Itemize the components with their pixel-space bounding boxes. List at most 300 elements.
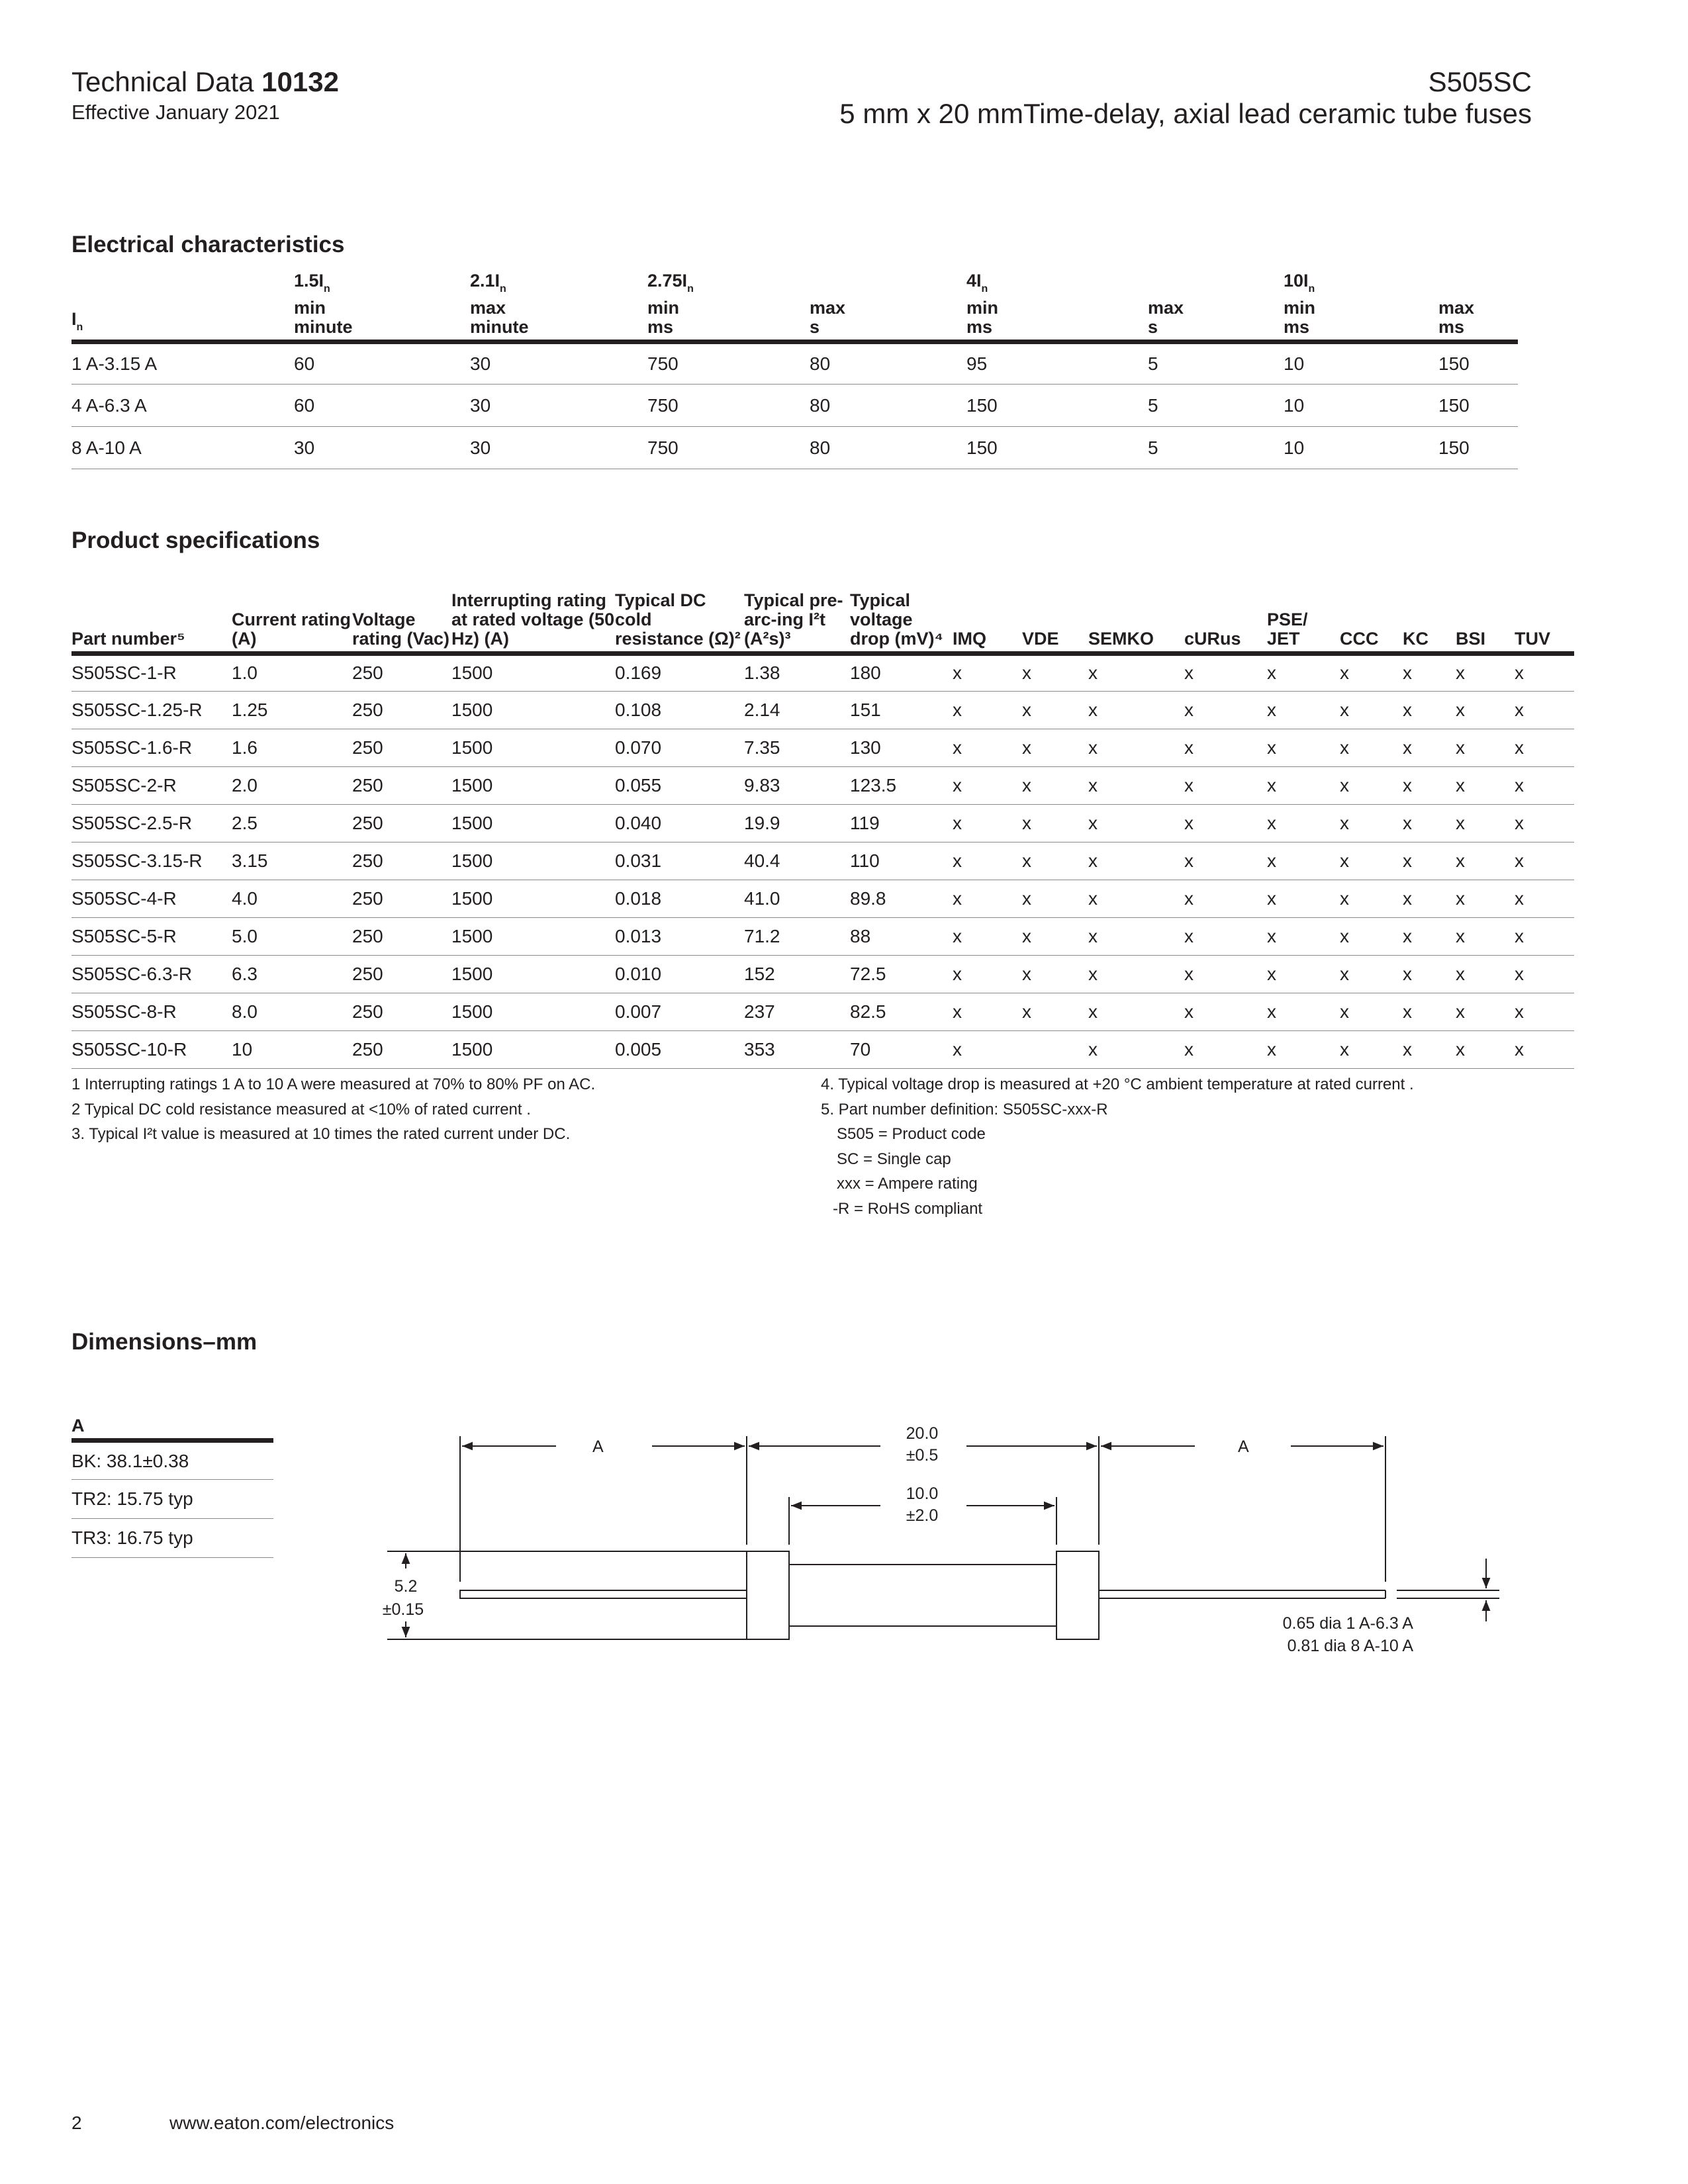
spec-cell: x (1515, 917, 1574, 955)
spec-cell: S505SC-8-R (71, 993, 232, 1030)
elec-cell: 5 (1148, 427, 1284, 469)
fuse-dimension-drawing (0, 1357, 1688, 1688)
table-row (71, 993, 1574, 1030)
elec-header-line2: max (1148, 298, 1184, 318)
spec-cell: x (1022, 955, 1088, 993)
spec-cell: x (1340, 1030, 1403, 1068)
spec-cell: x (1456, 653, 1515, 691)
elec-cell: 5 (1148, 385, 1284, 427)
spec-cell: x (1515, 955, 1574, 993)
elec-header-multiple: 1.5I (294, 271, 324, 291)
label-a-left: A (592, 1437, 604, 1456)
elec-cell: 150 (1438, 385, 1518, 427)
product-title (839, 98, 1532, 130)
label-body-tolerance: ±0.5 (906, 1446, 939, 1465)
label-body-length: 20.0 (906, 1424, 939, 1443)
elec-header-line1 (470, 271, 647, 298)
spec-cell: x (1403, 993, 1456, 1030)
spec-cell: x (1088, 842, 1184, 880)
elec-header-line1 (1148, 279, 1284, 298)
spec-cell: 250 (352, 1030, 451, 1068)
spec-cell: x (1515, 729, 1574, 766)
elec-header-multiple: 4I (966, 271, 982, 291)
spec-cell: 0.040 (615, 804, 744, 842)
spec-cell: 1500 (451, 993, 615, 1030)
spec-cell: x (1456, 917, 1515, 955)
spec-cell: x (1403, 653, 1456, 691)
spec-cell: 82.5 (850, 993, 953, 1030)
spec-cell: x (1403, 842, 1456, 880)
spec-cell: S505SC-1.6-R (71, 729, 232, 766)
spec-cell: 2.5 (232, 804, 352, 842)
elec-header-line3: ms (647, 317, 674, 337)
spec-cell: x (1088, 766, 1184, 804)
elec-cell: 30 (470, 427, 647, 469)
footnote: xxx = Ampere rating (837, 1175, 978, 1193)
elec-header-sub: n (981, 283, 988, 295)
elec-header-multiple: 10I (1284, 271, 1309, 291)
table-row (71, 804, 1574, 842)
elec-header-multiple: 2.75I (647, 271, 688, 291)
spec-header-2: Voltage rating (Vac) (352, 567, 451, 653)
elec-header-line2: max (1438, 298, 1475, 318)
spec-cell: S505SC-1-R (71, 653, 232, 691)
table-row (71, 691, 1574, 729)
spec-cell: x (1184, 955, 1267, 993)
table-row (71, 766, 1574, 804)
spec-cell: x (1340, 653, 1403, 691)
product-specifications-table (71, 567, 1574, 1069)
spec-cell: 250 (352, 993, 451, 1030)
spec-cell: 0.031 (615, 842, 744, 880)
footnote: -R = RoHS compliant (833, 1199, 983, 1218)
spec-cell: 0.018 (615, 880, 744, 917)
footnote: 2 Typical DC cold resistance measured at <10% of rated current . (71, 1100, 531, 1118)
spec-cell: x (1022, 842, 1088, 880)
elec-header-line2: min (647, 298, 680, 318)
elec-header-0 (71, 271, 294, 342)
elec-cell: 60 (294, 342, 470, 385)
elec-header-line1 (966, 271, 1148, 298)
spec-cell: x (1403, 691, 1456, 729)
effective-date: Effective January 2021 (71, 101, 280, 124)
spec-header-10: cURus (1184, 567, 1267, 653)
spec-cell: x (1184, 1030, 1267, 1068)
elec-cell: 80 (810, 385, 966, 427)
elec-header-1 (294, 271, 470, 342)
spec-cell: x (1184, 804, 1267, 842)
page-number: 2 (71, 2113, 82, 2133)
spec-cell: 151 (850, 691, 953, 729)
fuse-lead-left (460, 1590, 747, 1598)
spec-cell: 250 (352, 691, 451, 729)
spec-cell: x (953, 766, 1022, 804)
spec-cell: x (1184, 729, 1267, 766)
spec-cell: x (1340, 804, 1403, 842)
dimension-value: BK: 38.1±0.38 (71, 1441, 273, 1480)
spec-cell: 8.0 (232, 993, 352, 1030)
table-row (71, 653, 1574, 691)
dimension-value: TR2: 15.75 typ (71, 1480, 273, 1519)
elec-header-line2: max (470, 298, 506, 318)
spec-cell: x (1022, 766, 1088, 804)
spec-header-14: BSI (1456, 567, 1515, 653)
elec-cell: 10 (1284, 342, 1438, 385)
product-specifications-title: Product specifications (71, 527, 320, 553)
spec-cell: x (1340, 729, 1403, 766)
spec-cell: 250 (352, 766, 451, 804)
spec-cell: x (1267, 691, 1340, 729)
elec-header-2 (470, 271, 647, 342)
footer-url[interactable]: www.eaton.com/electronics (169, 2113, 395, 2133)
elec-header-line1 (810, 279, 966, 298)
spec-cell: 119 (850, 804, 953, 842)
spec-cell: x (1184, 842, 1267, 880)
spec-cell: x (1267, 1030, 1340, 1068)
elec-cell: 750 (647, 427, 810, 469)
spec-cell: x (953, 804, 1022, 842)
spec-cell: x (1088, 691, 1184, 729)
table-row (71, 880, 1574, 917)
elec-cell: 150 (1438, 342, 1518, 385)
spec-cell: 1500 (451, 880, 615, 917)
table-row (71, 385, 1518, 427)
spec-cell: x (1340, 880, 1403, 917)
spec-cell: 88 (850, 917, 953, 955)
spec-cell: x (953, 1030, 1022, 1068)
spec-cell: 0.013 (615, 917, 744, 955)
table-row (71, 1030, 1574, 1068)
elec-cell: 80 (810, 342, 966, 385)
elec-header-line3: ms (1438, 317, 1465, 337)
elec-cell: 150 (966, 385, 1148, 427)
dimensions-header-a: A (71, 1416, 273, 1441)
spec-cell: 1500 (451, 691, 615, 729)
spec-cell: x (1515, 993, 1574, 1030)
spec-header-1: Current rating (A) (232, 567, 352, 653)
elec-header-line3: s (1148, 317, 1158, 337)
table-row (71, 342, 1518, 385)
spec-cell: x (1022, 917, 1088, 955)
spec-header-0: Part number⁵ (71, 567, 232, 653)
spec-cell: 2.14 (744, 691, 850, 729)
spec-cell: x (953, 917, 1022, 955)
dimensions-title: Dimensions–mm (71, 1329, 258, 1355)
spec-cell: x (1088, 917, 1184, 955)
elec-cell: 150 (1438, 427, 1518, 469)
spec-cell: x (1456, 842, 1515, 880)
spec-cell: 40.4 (744, 842, 850, 880)
spec-cell: 71.2 (744, 917, 850, 955)
spec-cell: 250 (352, 955, 451, 993)
spec-cell: x (1340, 917, 1403, 955)
elec-cell: 30 (294, 427, 470, 469)
spec-cell: 0.055 (615, 766, 744, 804)
elec-header-line2: max (810, 298, 846, 318)
spec-cell: x (1456, 804, 1515, 842)
elec-header-line3: ms (966, 317, 993, 337)
spec-cell: 2.0 (232, 766, 352, 804)
dimension-value: TR3: 16.75 typ (71, 1519, 273, 1558)
spec-cell: 1500 (451, 1030, 615, 1068)
footnote: 1 Interrupting ratings 1 A to 10 A were measured at 70% to 80% PF on AC. (71, 1075, 596, 1093)
spec-cell: 237 (744, 993, 850, 1030)
spec-header-3: Interrupting rating at rated voltage (50 Hz) (A) (451, 567, 615, 653)
footnotes-left (71, 1072, 595, 1147)
spec-cell: x (1515, 1030, 1574, 1068)
spec-cell: x (1456, 729, 1515, 766)
spec-cell: x (1515, 804, 1574, 842)
spec-cell: 250 (352, 880, 451, 917)
spec-cell: x (1403, 1030, 1456, 1068)
elec-header-multiple: 2.1I (470, 271, 500, 291)
table-row (71, 955, 1574, 993)
spec-cell: x (1403, 955, 1456, 993)
elec-cell: 30 (470, 385, 647, 427)
spec-cell: 152 (744, 955, 850, 993)
spec-cell: x (1088, 993, 1184, 1030)
spec-cell: S505SC-2-R (71, 766, 232, 804)
spec-cell: x (1267, 766, 1340, 804)
elec-cell: 750 (647, 342, 810, 385)
spec-cell: 72.5 (850, 955, 953, 993)
spec-cell: S505SC-6.3-R (71, 955, 232, 993)
elec-header-line3: minute (294, 317, 353, 337)
elec-header-sub: n (500, 283, 506, 295)
elec-header-sub: n (687, 283, 694, 295)
elec-header-line1 (1284, 271, 1438, 298)
elec-header-line3: minute (470, 317, 529, 337)
spec-cell: 250 (352, 653, 451, 691)
elec-cell: 10 (1284, 427, 1438, 469)
elec-cell: 1 A-3.15 A (71, 342, 294, 385)
table-row (71, 427, 1518, 469)
spec-cell: 0.108 (615, 691, 744, 729)
fuse-tube (789, 1565, 1056, 1626)
spec-cell: x (1267, 842, 1340, 880)
spec-cell: 250 (352, 804, 451, 842)
elec-header-line1 (294, 271, 470, 298)
spec-cell: x (1022, 653, 1088, 691)
elec-header-line1 (1438, 279, 1518, 298)
label-lead-note-1: 0.65 dia 1 A-6.3 A (1282, 1614, 1413, 1633)
spec-cell: 130 (850, 729, 953, 766)
spec-header-4: Typical DC cold resistance (Ω)² (615, 567, 744, 653)
spec-cell: 1.6 (232, 729, 352, 766)
spec-header-15: TUV (1515, 567, 1574, 653)
spec-cell: x (1515, 653, 1574, 691)
spec-cell: x (1340, 766, 1403, 804)
spec-header-7: IMQ (953, 567, 1022, 653)
spec-cell: 1500 (451, 729, 615, 766)
spec-cell: 1500 (451, 917, 615, 955)
spec-cell: x (1088, 804, 1184, 842)
elec-header-in-sub: n (76, 322, 83, 333)
elec-cell: 750 (647, 385, 810, 427)
spec-cell: 1500 (451, 766, 615, 804)
spec-cell: x (1340, 993, 1403, 1030)
spec-cell: x (1088, 880, 1184, 917)
elec-header-in: I (71, 309, 77, 329)
elec-header-line3: ms (1284, 317, 1310, 337)
spec-cell: 123.5 (850, 766, 953, 804)
spec-cell: 5.0 (232, 917, 352, 955)
spec-cell: 1.0 (232, 653, 352, 691)
spec-cell: x (1022, 804, 1088, 842)
spec-cell: x (1515, 880, 1574, 917)
spec-cell: S505SC-4-R (71, 880, 232, 917)
spec-cell: x (1267, 729, 1340, 766)
spec-cell: 250 (352, 729, 451, 766)
spec-cell: x (1515, 691, 1574, 729)
spec-header-9: SEMKO (1088, 567, 1184, 653)
spec-cell: 1500 (451, 653, 615, 691)
spec-cell: 0.005 (615, 1030, 744, 1068)
spec-cell: 19.9 (744, 804, 850, 842)
spec-header-6: Typical voltage drop (mV)⁴ (850, 567, 953, 653)
spec-cell: 250 (352, 917, 451, 955)
spec-cell: x (1267, 993, 1340, 1030)
spec-cell: x (1022, 729, 1088, 766)
elec-cell: 30 (470, 342, 647, 385)
label-a-right: A (1238, 1437, 1249, 1456)
spec-cell: 0.010 (615, 955, 744, 993)
spec-cell: x (1184, 691, 1267, 729)
spec-cell: x (1456, 955, 1515, 993)
spec-cell: 1500 (451, 842, 615, 880)
footnotes-right (821, 1072, 1414, 1221)
spec-cell: x (1403, 729, 1456, 766)
elec-header-line2: min (966, 298, 999, 318)
spec-cell: x (953, 691, 1022, 729)
spec-cell: x (1456, 993, 1515, 1030)
spec-cell: 110 (850, 842, 953, 880)
footnote: 3. Typical I²t value is measured at 10 times the rated current under DC. (71, 1125, 571, 1143)
spec-cell: x (1267, 880, 1340, 917)
footnote: SC = Single cap (837, 1150, 951, 1168)
spec-cell: 9.83 (744, 766, 850, 804)
spec-cell: x (1267, 653, 1340, 691)
spec-cell: 250 (352, 842, 451, 880)
spec-cell: S505SC-3.15-R (71, 842, 232, 880)
spec-cell: x (1403, 804, 1456, 842)
spec-cell: x (1456, 1030, 1515, 1068)
table-row (71, 917, 1574, 955)
elec-header-8 (1438, 271, 1518, 342)
spec-cell: x (1267, 804, 1340, 842)
spec-cell: x (1456, 766, 1515, 804)
elec-cell: 150 (966, 427, 1148, 469)
spec-cell: S505SC-2.5-R (71, 804, 232, 842)
product-title-size: 5 mm x 20 mm (839, 98, 1023, 129)
elec-header-4 (810, 271, 966, 342)
footnote: 4. Typical voltage drop is measured at +20 °C ambient temperature at rated current . (821, 1075, 1414, 1093)
spec-cell: x (1184, 653, 1267, 691)
spec-cell: x (953, 842, 1022, 880)
spec-cell: 353 (744, 1030, 850, 1068)
spec-cell: x (1340, 691, 1403, 729)
fuse-cap-right (1056, 1551, 1099, 1639)
label-lead-note-2: 0.81 dia 8 A-10 A (1287, 1637, 1413, 1655)
spec-cell: S505SC-5-R (71, 917, 232, 955)
spec-header-5: Typical pre-arc-ing I²t (A²s)³ (744, 567, 850, 653)
spec-cell: x (1403, 917, 1456, 955)
elec-cell: 5 (1148, 342, 1284, 385)
table-row (71, 729, 1574, 766)
electrical-characteristics-title: Electrical characteristics (71, 232, 345, 257)
elec-header-3 (647, 271, 810, 342)
spec-cell: 10 (232, 1030, 352, 1068)
spec-cell: x (1340, 842, 1403, 880)
fuse-cap-left (747, 1551, 789, 1639)
spec-cell: x (953, 955, 1022, 993)
footnote: S505 = Product code (837, 1125, 986, 1143)
elec-header-7 (1284, 271, 1438, 342)
spec-cell: 0.007 (615, 993, 744, 1030)
spec-cell: S505SC-10-R (71, 1030, 232, 1068)
spec-cell: 7.35 (744, 729, 850, 766)
spec-cell: x (953, 653, 1022, 691)
spec-header-13: KC (1403, 567, 1456, 653)
spec-cell: x (1088, 1030, 1184, 1068)
elec-header-6 (1148, 271, 1284, 342)
spec-cell: 70 (850, 1030, 953, 1068)
spec-cell: 0.169 (615, 653, 744, 691)
elec-header-sub: n (1308, 283, 1315, 295)
spec-cell: x (1088, 729, 1184, 766)
spec-cell: x (1184, 917, 1267, 955)
spec-header-11: PSE/ JET (1267, 567, 1340, 653)
spec-cell: x (1184, 880, 1267, 917)
spec-cell: x (1515, 842, 1574, 880)
elec-cell: 10 (1284, 385, 1438, 427)
elec-cell: 4 A-6.3 A (71, 385, 294, 427)
spec-header-12: CCC (1340, 567, 1403, 653)
spec-cell: x (1456, 880, 1515, 917)
elec-cell: 8 A-10 A (71, 427, 294, 469)
spec-cell: x (953, 880, 1022, 917)
spec-cell: x (1267, 955, 1340, 993)
elec-cell: 60 (294, 385, 470, 427)
document-type-title (71, 66, 339, 98)
spec-cell: x (1022, 691, 1088, 729)
spec-cell: 0.070 (615, 729, 744, 766)
spec-cell: 41.0 (744, 880, 850, 917)
spec-cell: x (1456, 691, 1515, 729)
elec-header-line1 (647, 271, 810, 298)
elec-cell: 80 (810, 427, 966, 469)
spec-cell: x (1267, 917, 1340, 955)
spec-cell: 89.8 (850, 880, 953, 917)
spec-cell: 180 (850, 653, 953, 691)
spec-cell: 1.25 (232, 691, 352, 729)
label-inner-tolerance: ±2.0 (906, 1506, 939, 1525)
elec-header-sub: n (324, 283, 330, 295)
label-diameter: 5.2 (394, 1577, 418, 1596)
spec-header-8: VDE (1022, 567, 1088, 653)
spec-cell: x (1088, 955, 1184, 993)
product-code: S505SC (1428, 66, 1532, 97)
elec-header-line3: s (810, 317, 820, 337)
spec-cell: x (953, 993, 1022, 1030)
footnote: 5. Part number definition: S505SC-xxx-R (821, 1100, 1108, 1118)
spec-cell: 3.15 (232, 842, 352, 880)
spec-cell: x (1184, 993, 1267, 1030)
spec-cell: 6.3 (232, 955, 352, 993)
spec-cell: x (1403, 880, 1456, 917)
table-row (71, 842, 1574, 880)
spec-cell: x (1184, 766, 1267, 804)
